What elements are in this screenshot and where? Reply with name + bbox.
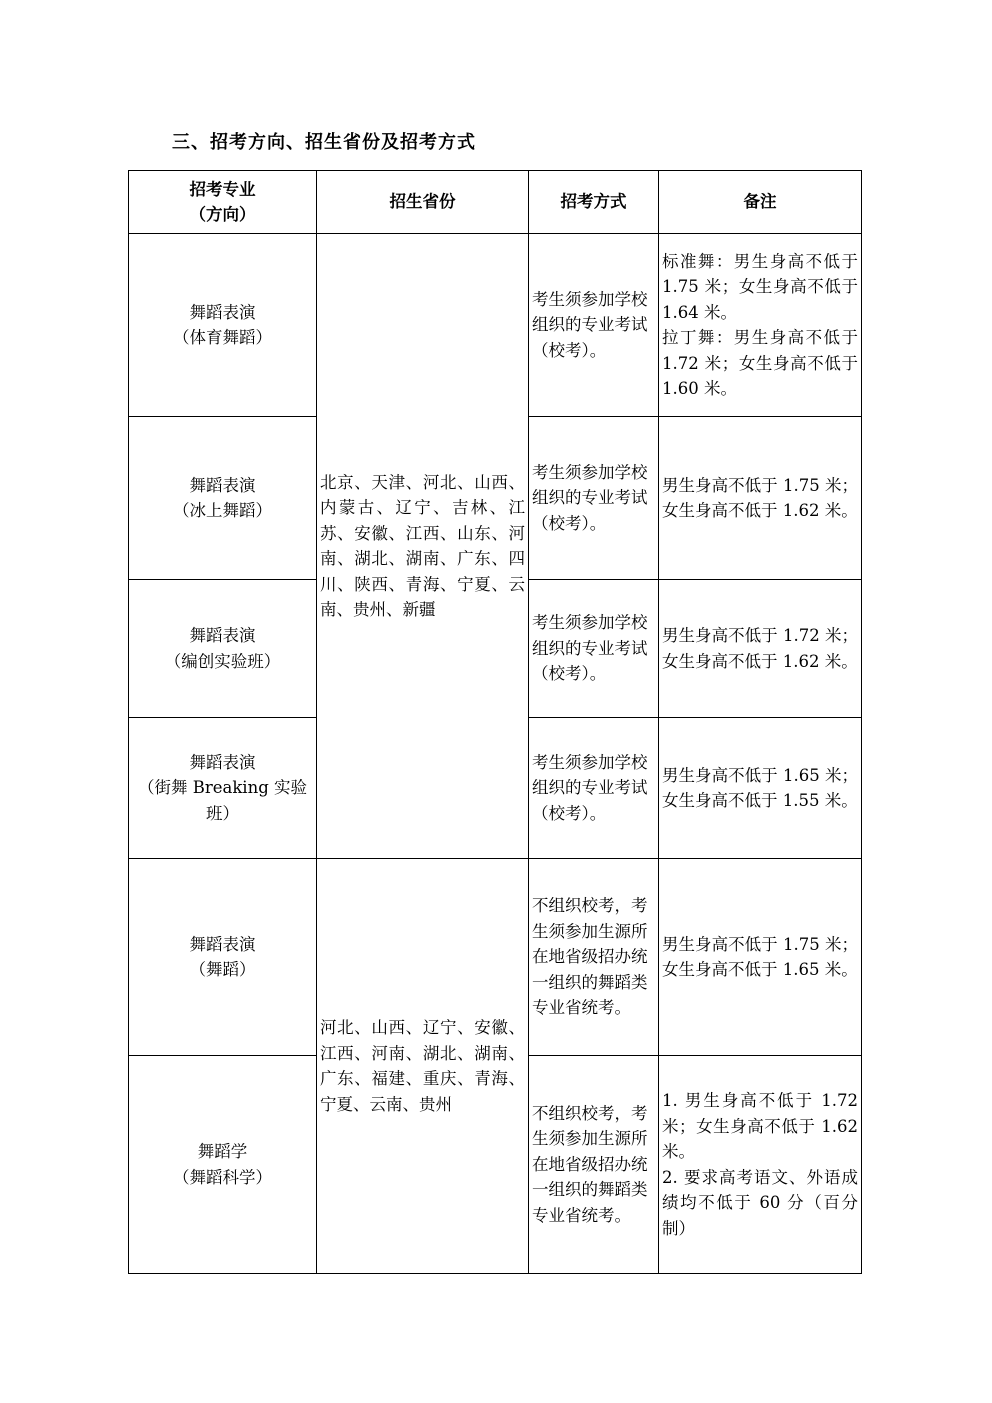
header-row	[129, 171, 862, 234]
method-cell: 考生须参加学校组织的专业考试（校考）。	[529, 417, 659, 580]
header-method: 招考方式	[529, 171, 659, 234]
admission-table	[128, 170, 862, 1274]
method-cell: 不组织校考，考生须参加生源所在地省级招办统一组织的舞蹈类专业省统考。	[529, 859, 659, 1056]
note-cell: 标准舞：男生身高不低于 1.75 米；女生身高不低于 1.64 米。 拉丁舞：男生身高不低于 1.72 米；女生身高不低于 1.60 米。	[659, 234, 862, 417]
header-note: 备注	[659, 171, 862, 234]
header-province: 招生省份	[317, 171, 529, 234]
table-row	[129, 859, 862, 1056]
method-cell: 考生须参加学校组织的专业考试（校考）。	[529, 718, 659, 859]
table-row	[129, 234, 862, 417]
method-cell: 考生须参加学校组织的专业考试（校考）。	[529, 234, 659, 417]
note-cell: 男生身高不低于 1.75 米；女生身高不低于 1.65 米。	[659, 859, 862, 1056]
header-major: 招考专业 （方向）	[129, 171, 317, 234]
major-cell: 舞蹈表演 （编创实验班）	[129, 580, 317, 718]
major-cell: 舞蹈表演 （冰上舞蹈）	[129, 417, 317, 580]
note-cell: 男生身高不低于 1.75 米；女生身高不低于 1.62 米。	[659, 417, 862, 580]
province-cell: 北京、天津、河北、山西、内蒙古、辽宁、吉林、江苏、安徽、江西、山东、河南、湖北、湖南、广东、四川、陕西、青海、宁夏、云南、贵州、新疆	[317, 234, 529, 859]
note-cell: 男生身高不低于 1.72 米；女生身高不低于 1.62 米。	[659, 580, 862, 718]
major-cell: 舞蹈表演 （体育舞蹈）	[129, 234, 317, 417]
note-cell: 男生身高不低于 1.65 米；女生身高不低于 1.55 米。	[659, 718, 862, 859]
major-cell: 舞蹈表演 （街舞 Breaking 实验班）	[129, 718, 317, 859]
method-cell: 考生须参加学校组织的专业考试（校考）。	[529, 580, 659, 718]
major-cell: 舞蹈学 （舞蹈科学）	[129, 1056, 317, 1274]
section-heading: 三、招考方向、招生省份及招考方式	[172, 132, 476, 153]
province-cell: 河北、山西、辽宁、安徽、江西、河南、湖北、湖南、广东、福建、重庆、青海、宁夏、云南、贵州	[317, 859, 529, 1274]
method-cell: 不组织校考，考生须参加生源所在地省级招办统一组织的舞蹈类专业省统考。	[529, 1056, 659, 1274]
major-cell: 舞蹈表演 （舞蹈）	[129, 859, 317, 1056]
note-cell: 1. 男生身高不低于 1.72 米；女生身高不低于 1.62 米。 2. 要求高考语文、外语成绩均不低于 60 分（百分制）	[659, 1056, 862, 1274]
